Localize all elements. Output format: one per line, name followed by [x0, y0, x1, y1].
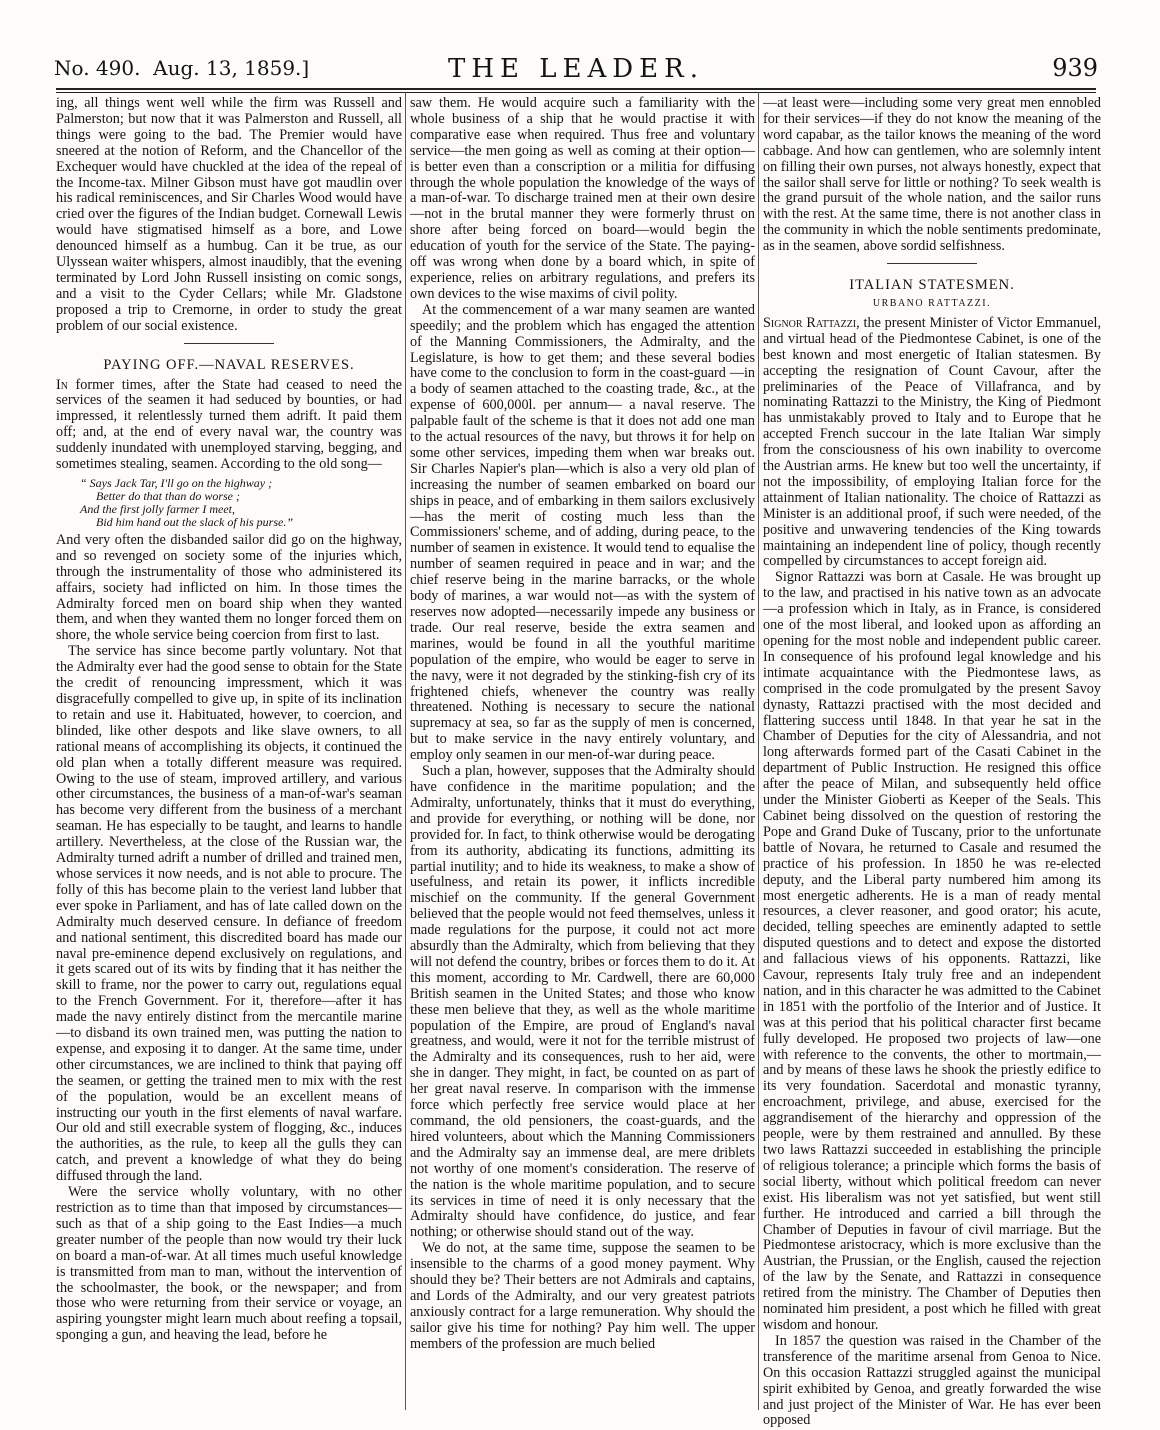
paragraph: In former times, after the State had ceased to need the services of the seamen it had seduced by bounties, or had impressed, it relentlessly turned them adrift. It paid them off; and, at the end of every naval war, the country was suddenly inundated with unemployed starving, begging, and sometimes stealing, seamen. According to the old song—	[56, 376, 402, 473]
page-number: 939	[1052, 54, 1098, 82]
verse-line: Bid him hand out the slack of his purse.”	[96, 514, 293, 529]
paragraph: In 1857 the question was raised in the Chamber of the transference of the maritime arsenal from Genoa to Nice. On this occasion Rattazzi struggled against the municipal spirit exhibited by Genoa, and greatly forwarded the wise and just project of the Minister of War. He has ever been opposed	[763, 1332, 1101, 1429]
newspaper-title: THE LEADER.	[448, 54, 704, 84]
column-2	[410, 96, 755, 1406]
paragraph: Such a plan, however, supposes that the Admiralty should have confidence in the maritime population; and the Admiralty, unfortunately, thinks that it must do everything, and provide for everything, or nothing will be done, nor provided for. In fact, to think otherwise would be derogating from its authority, abdicating its functions, admitting its partial inutility; and to hide its weakness, to make a show of usefulness, and retain its power, it inflicts incredible mischief on the community. If the general Government believed that the people would not feed themselves, unless it made regulations for the purpose, it could not act more absurdly than the Admiralty, which from believing that they will not defend the country, bribes or forces them to do it. At this moment, according to Mr. Cardwell, there are 60,000 British seamen in the United States; and those who know these men believe that they, as well as the whole maritime population of the Empire, are proud of England's naval greatness, and would, were it not for the terrible mistrust of the Admiralty and its consequences, rush to her aid, were she in danger. They might, in fact, be counted on as part of her great naval reserve. In comparison with the immense force which perfectly free service would place at her command, the old pensioners, the coast-guards, and the hired volunteers, about which the Manning Commissioners and the Admiralty say an immense deal, are mere driblets not worthy of one moment's consideration. The reserve of the nation is the whole maritime population, and to secure its services in time of need it is only necessary that the Admiralty should have confidence, do justice, and fear nothing; or otherwise should stand out of the way.	[410, 763, 755, 1241]
paragraph: The service has since become partly voluntary. Not that the Admiralty ever had the good sense to obtain for the State the credit of renouncing impressment, which it was disgracefully compelled to give up, in spite of its inclination to retain and use it. Habituated, however, to coercion, and blinded, like other despots and like slave owners, to all rational means of accomplishing its objects, it continued the old plan when a totally different measure was required. Owing to the use of steam, improved artillery, and various other circumstances, the business of a man-of-war's seaman has become very different from the business of a merchant seaman. He has especially to be taught, and learns to handle artillery. Nevertheless, at the close of the Russian war, the Admiralty turned adrift a number of drilled and trained men, whose services it now needs, and is not able to procure. The folly of this has become plain to the veriest land lubber that ever spoke in Parliament, and has of late called down on the Admiralty much deserved censure. In defiance of freedom and national sentiment, this discredited board has made our naval pre-eminence depend exclusively on regulations, and it gets scared out of its wits by finding that it has neither the skill to frame, nor the power to carry out, regulations equal to the French Government. For it, therefore—after it has made the navy entirely distinct from the mercantile marine—to disband its own trained men, was putting the nation to expense, and exposing it to danger. At the same time, under other circumstances, we are inclined to think that paying off the seamen, or getting the trained men to mix with the rest of the population, would be an excellent means of instructing our youth in the first elements of naval warfare. Our old and still execrable system of flogging, &c., induces the authorities, as the rule, to keep all the gulls they can catch, and prevent a knowledge of what they do being diffused through the land.	[56, 643, 402, 1185]
header-rule	[56, 88, 1096, 90]
paragraph: Were the service wholly voluntary, with no other restriction as to time than that imposed by circumstances—such as that of a ship going to the East Indies—a much greater number of the people than now would try their luck on board a man-of-war. At all times much useful knowledge is transmitted from man to man, without the intervention of the schoolmaster, the book, or the newspaper; and from those who were returning from their service or voyage, an aspiring youngster might learn much about reefing a topsail, sponging a gun, and heaving the lead, before he	[56, 1184, 402, 1344]
article-heading: ITALIAN STATESMEN.	[849, 277, 1015, 294]
column-3	[763, 95, 1101, 1429]
paragraph: Signor Rattazzi, the present Minister of Victor Emmanuel, and virtual head of the Piedmontese Cabinet, is one of the best known and most energetic of Italian statesmen. By accepting the resignation of Count Cavour, after the preliminaries of the Peace of Villafranca, and by nominating Rattazzi to the Ministry, the King of Piedmont has unmistakably proved to Italy and to Europe that he accepted French succour in the late Italian War simply from the consciousness of his own inability to overcome the Austrian arms. He knew but too well the uncertainty, if not the impossibility, of employing Italian force for the attainment of Italian nationality. The choice of Rattazzi as Minister is an additional proof, if such were needed, of the positive and unwavering tendencies of the King towards maintaining an independent line of policy, though recently compelled by circumstances to accept foreign aid.	[763, 314, 1101, 570]
section-rule	[184, 343, 274, 344]
section-rule	[887, 263, 977, 264]
verse-line: “ Says Jack Tar, I'll go on the highway ;	[80, 475, 273, 490]
paragraph: We do not, at the same time, suppose the seamen to be insensible to the charms of a good money payment. Why should they be? Their betters are not Admirals and captains, and Lords of the Admiralty, and our very greatest patriots anxiously contract for a large remuneration. Why should the sailor give his time for nothing? Pay him well. The upper members of the profession are much belied	[410, 1240, 755, 1352]
column-divider	[758, 92, 759, 1410]
lead-word: Signor Rattazzi,	[763, 314, 860, 331]
issue-date: No. 490. Aug. 13, 1859.]	[54, 56, 310, 80]
paragraph: At the commencement of a war many seamen are wanted speedily; and the problem which has engaged the attention of the Manning Commissioners, the Admiralty, and the Legislature, is how to get them; and these several bodies have come to the conclusion to form in the coast-guard —in a body of seamen attached to the coasting trade, &c., at the expense of 600,000l. per annum— a naval reserve. The palpable fault of the scheme is that it does not add one man to the actual resources of the navy, but throws it for help on some other services, impeding them when war breaks out. Sir Charles Napier's plan—which is also a very old plan of increasing the number of seamen embarked on board our ships in peace, and of embarking in them sailors exclusively—has the merit of costing much less than the Commissioners' scheme, and of adding, during peace, to the number of seamen in existence. It would tend to equalise the number of seamen required in peace and in war; and the chief reserve being in the marine barracks, or the whole body of marines, a war would not—as with the system of reserves now adopted—necessarily impede any business or trade. Our real reserve, beside the extra seamen and marines, would be found in all the youthful maritime population of the empire, who would be eager to serve in the navy, were it not degraded by the stinking-fish cry of its frightened chiefs, whenever the country was really threatened. Nothing is necessary to secure the national supremacy at sea, so far as the supply of men is concerned, but to make service in the navy entirely voluntary, and employ only seamen in our men-of-war during peace.	[410, 301, 755, 764]
lead-word: In	[56, 376, 68, 393]
paragraph: ing, all things went well while the firm was Russell and Palmerston; but now that it was Palmerston and Russell, all things were going to the bad. The Premier would have sneered at the notion of Reform, and the Chancellor of the Exchequer would have chuckled at the idea of the repeal of the Income-tax. Milner Gibson must have got maudlin over his radical reminiscences, and Sir Charles Wood would have cried over the figures of the Indian budget. Cornewall Lewis would have stigmatised himself as a bore, and Lowe denounced himself as a humbug. Can it be true, as our Ulyssean waiter whispers, almost inaudibly, that the evening terminated by Lord John Russell insisting on comic songs, and a visit to the Cyder Cellars; while Mr. Gladstone proposed a trip to Cremorne, in order to study the great problem of our social existence.	[56, 95, 402, 334]
paragraph: —at least were—including some very great men ennobled for their services—if they do not know the meaning of the word capabar, as the tailor knows the meaning of the word cabbage. And how can gentlemen, who are solemnly intent on filling their own purses, not always honestly, expect that the sailor shall serve for little or nothing? To seek wealth is the grand pursuit of the whole nation, and the sailor runs with the rest. At the same time, there is not another class in the community in which the noble sentiments predominate, as in the seamen, above sordid selfishness.	[763, 95, 1101, 255]
paragraph: And very often the disbanded sailor did go on the highway, and so revenged on society some of the injuries which, through the instrumentality of those who administered its affairs, society had inflicted on him. In those times the Admiralty forced men on board ship when they wanted them, and when they wanted them no longer forced them on shore, the whole service being coercion from first to last.	[56, 531, 402, 644]
article-heading: PAYING OFF.—NAVAL RESERVES.	[103, 356, 355, 373]
header-rule-thin	[56, 92, 1096, 93]
verse-line: And the first jolly farmer I meet,	[80, 501, 235, 516]
paragraph: saw them. He would acquire such a familiarity with the whole business of a ship that he would practise it with comparative ease when required. Thus free and voluntary service—the men going as well as coming at their option—is better even than a conscription or a militia for diffusing through the whole population the knowledge of the ways of a man-of-war. To discharge trained men at their own desire—not in the brutal manner they were formerly thrust on shore after being forced on board—would begin the education of youth for the service of the State. The paying-off was wrong when done by a board which, in spite of experience, relies on arbitrary regulations, and prefers its own devices to the wise maxims of civil polity.	[410, 95, 755, 302]
column-1	[56, 96, 402, 1406]
paragraph: Signor Rattazzi was born at Casale. He was brought up to the law, and practised in his native town as an advocate—a profession which in Italy, as in France, is considered one of the most liberal, and looked upon as affording an opening for the most noble and independent public career. In consequence of his profound legal knowledge and his intimate acquaintance with the Piedmontese laws, as comprised in the code promulgated by the present Savoy dynasty, Rattazzi practised with the most decided and flattering success until 1848. In that year he sat in the Chamber of Deputies for the city of Alessandria, and not long afterwards formed part of the Casati Cabinet in the department of Public Instruction. He resigned this office after the peace of Milan, and subsequently held office under the Minister Gioberti as Keeper of the Seals. This Cabinet being dissolved on the question of restoring the Pope and Grand Duke of Tuscany, prior to the unfortunate battle of Novara, he returned to Casale and resumed the practice of his profession. In 1850 he was re-elected deputy, and the Liberal party numbered him among its most energetic adherents. He is a man of ready mental resources, a clever reasoner, and good orator; his acute, decided, telling speeches are eminently adapted to settle disputed questions and to detect and expose the distorted and fallacious views of his opponents. Rattazzi, like Cavour, represents Italy truly free and an independent nation, and in this character he was admitted to the Cabinet in 1851 with the portfolio of the Interior and of Justice. It was at this period that his political character first became fully developed. He proposed two projects of law—one with reference to the convents, the other to mortmain,—and by means of these laws he shook the priestly edifice to its very foundation. Sacerdotal and monastic tyranny, encroachment, privilege, and abuse, exercised for the aggrandisement of the hierarchy and oppression of the people, were by them restrained and annulled. By these two laws Rattazzi succeeded in establishing the principle of religious tolerance; a principle which forms the basis of social liberty, without which political freedom can never exist. His liberalism was not yet satisfied, but went still further. He introduced and carried a bill through the Chamber of Deputies in favour of civil marriage. But the Piedmontese aristocracy, which is more exclusive than the Austrian, the Prussian, or the English, caused the rejection of the law by the Senate, and Rattazzi in consequence retired from the ministry. The Chamber of Deputies then nominated him president, a post which he filled with great wisdom and honour.	[763, 569, 1101, 1333]
article-subheading: URBANO RATTAZZI.	[872, 297, 992, 309]
verse-line: Better do that than do worse ;	[96, 488, 240, 503]
masthead	[54, 44, 1098, 86]
quoted-verse	[80, 477, 402, 529]
column-divider	[405, 92, 406, 1410]
